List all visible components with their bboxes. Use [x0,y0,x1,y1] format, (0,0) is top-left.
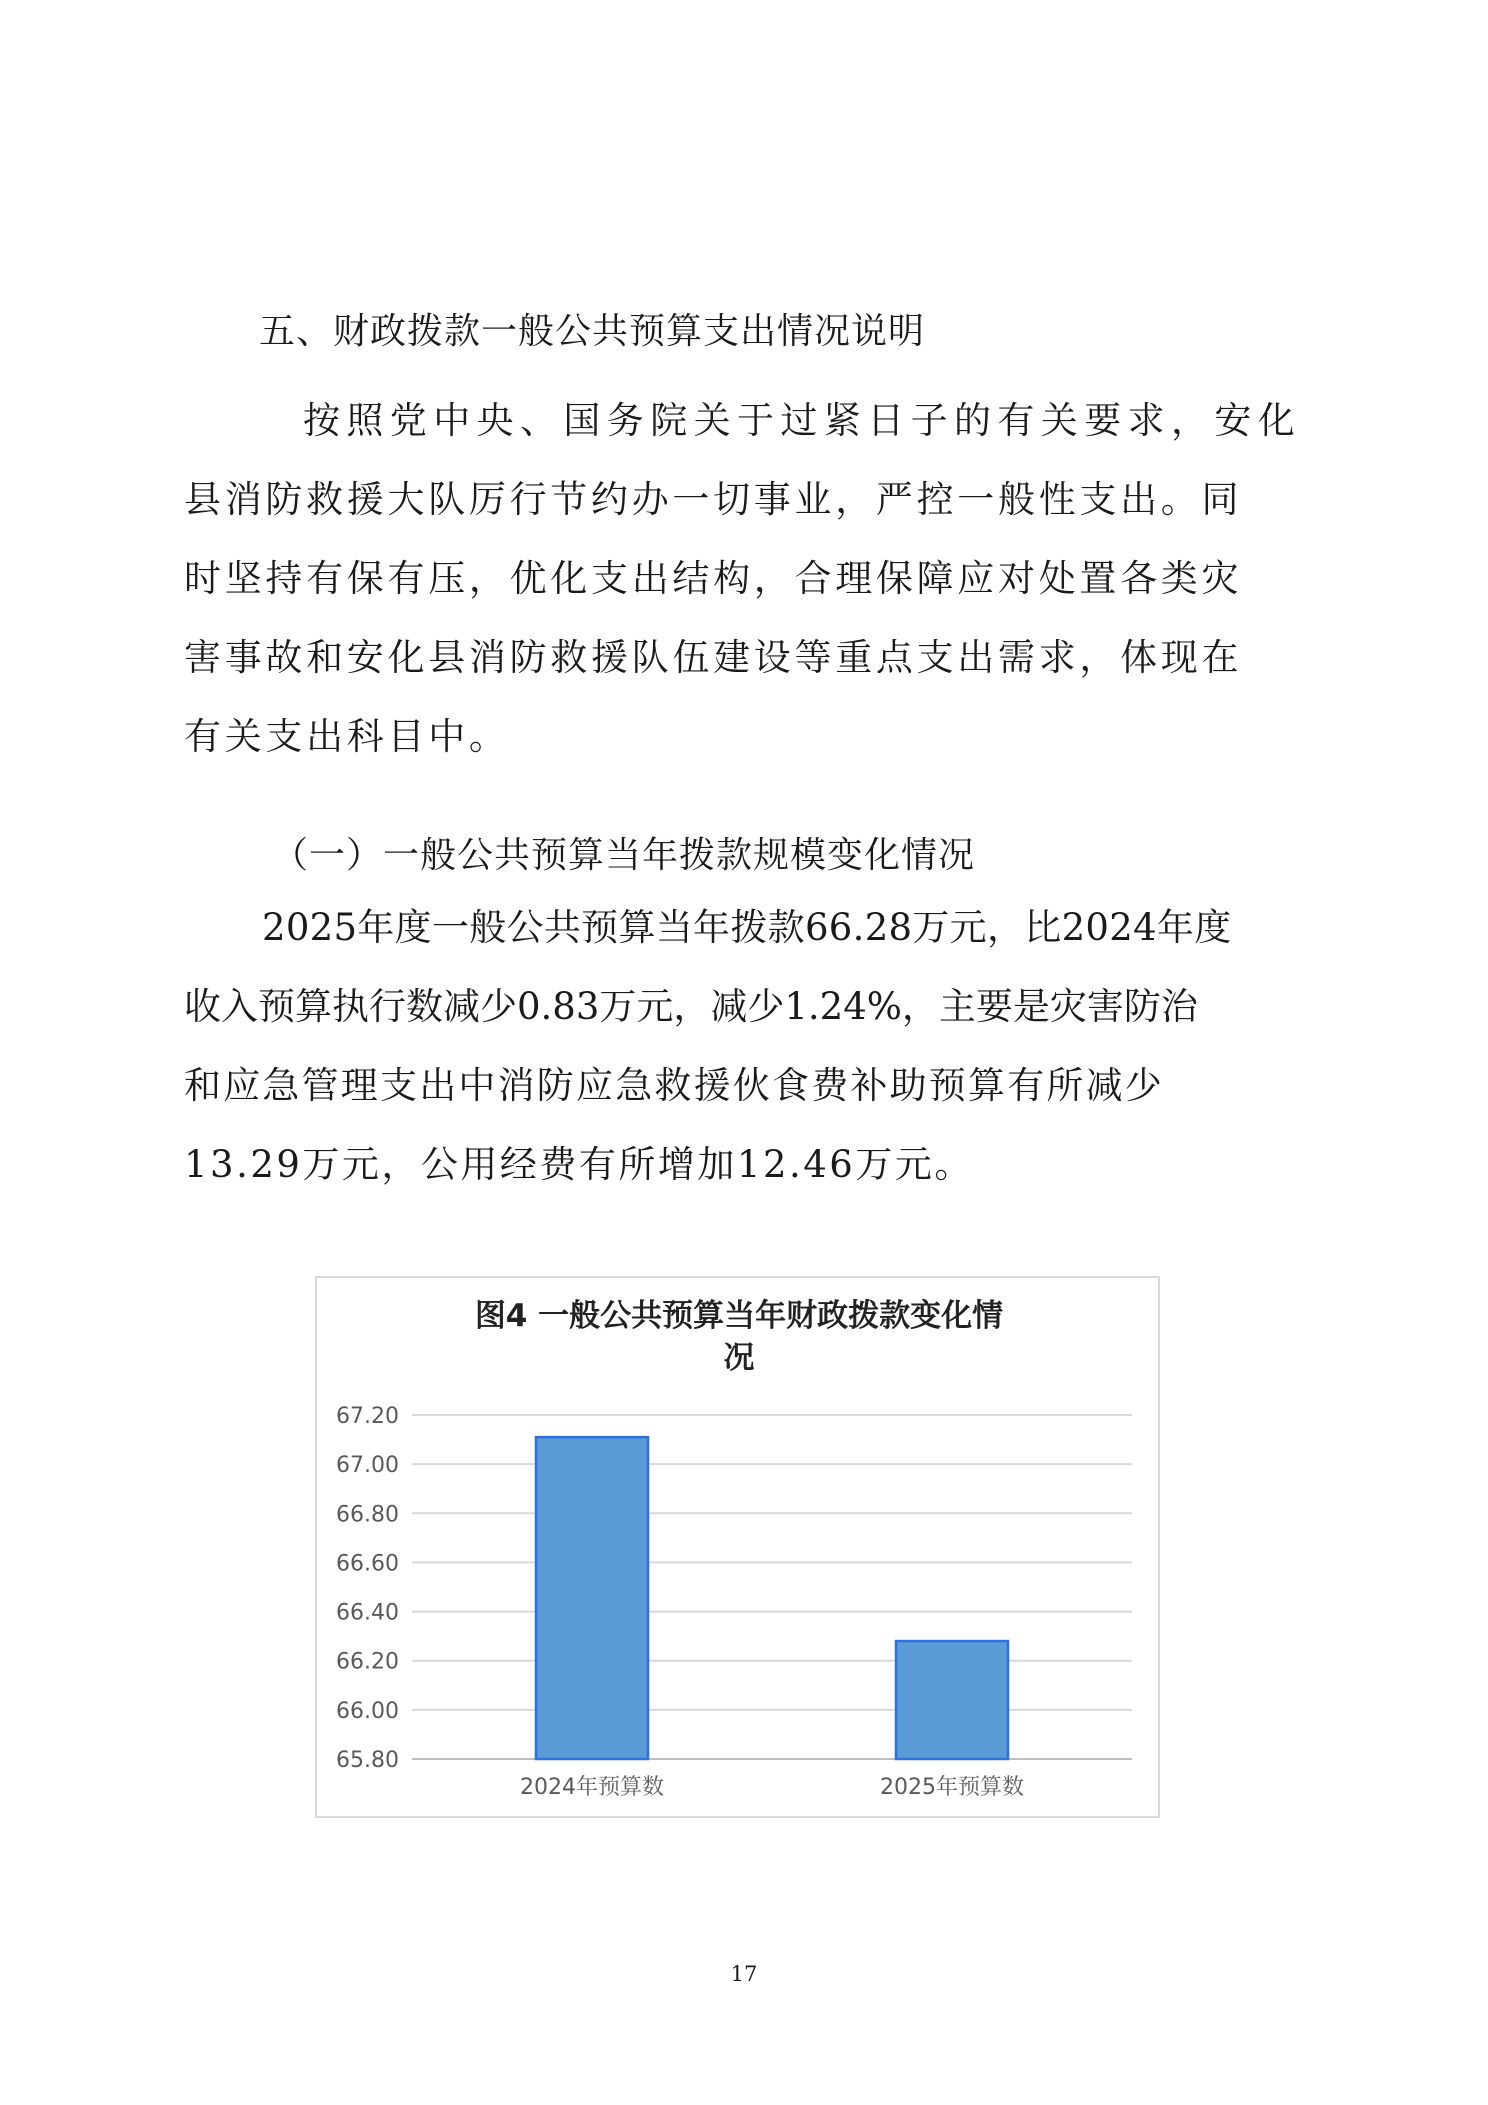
y-tick-label: 67.00 [336,1453,399,1479]
sub-heading: （一）一般公共预算当年拨款规模变化情况 [272,835,976,876]
detail-paragraph-line: 收入预算执行数减少0.83万元，减少1.24%，主要是灾害防治 [184,985,1198,1028]
y-tick-label: 66.20 [336,1649,399,1675]
detail-paragraph-line: 2025年度一般公共预算当年拨款66.28万元，比2024年度 [262,906,1232,949]
y-tick-label: 66.80 [336,1502,399,1528]
intro-paragraph-line: 县消防救援大队厉行节约办一切事业，严控一般性支出。同 [184,478,1243,521]
chart-canvas [317,1278,1162,1820]
x-tick-label: 2024年预算数 [520,1775,664,1800]
chart-title-line: 图4 一般公共预算当年财政拨款变化情 [474,1298,1004,1334]
intro-paragraph-line: 按照党中央、国务院关于过紧日子的有关要求，安化 [303,399,1302,442]
x-tick-label: 2025年预算数 [880,1775,1024,1800]
bar-chart [315,1276,1160,1818]
y-tick-label: 66.00 [336,1698,399,1724]
detail-paragraph-line: 13.29万元，公用经费有所增加12.46万元。 [184,1143,974,1186]
detail-paragraph-line: 和应急管理支出中消防应急救援伙食费补助预算有所减少 [184,1064,1164,1107]
page-number: 17 [730,1962,758,1986]
y-tick-label: 66.40 [336,1600,399,1626]
chart-title-line: 况 [723,1340,755,1376]
y-tick-label: 67.20 [336,1404,399,1429]
bar [536,1437,648,1759]
bar [896,1641,1008,1759]
intro-paragraph-line: 时坚持有保有压，优化支出结构，合理保障应对处置各类灾 [184,557,1243,600]
intro-paragraph-line: 害事故和安化县消防救援队伍建设等重点支出需求，体现在 [184,636,1243,679]
section-heading: 五、财政拨款一般公共预算支出情况说明 [259,311,926,352]
y-tick-label: 65.80 [336,1748,399,1773]
y-tick-label: 66.60 [336,1551,399,1577]
intro-paragraph-line: 有关支出科目中。 [184,715,510,758]
